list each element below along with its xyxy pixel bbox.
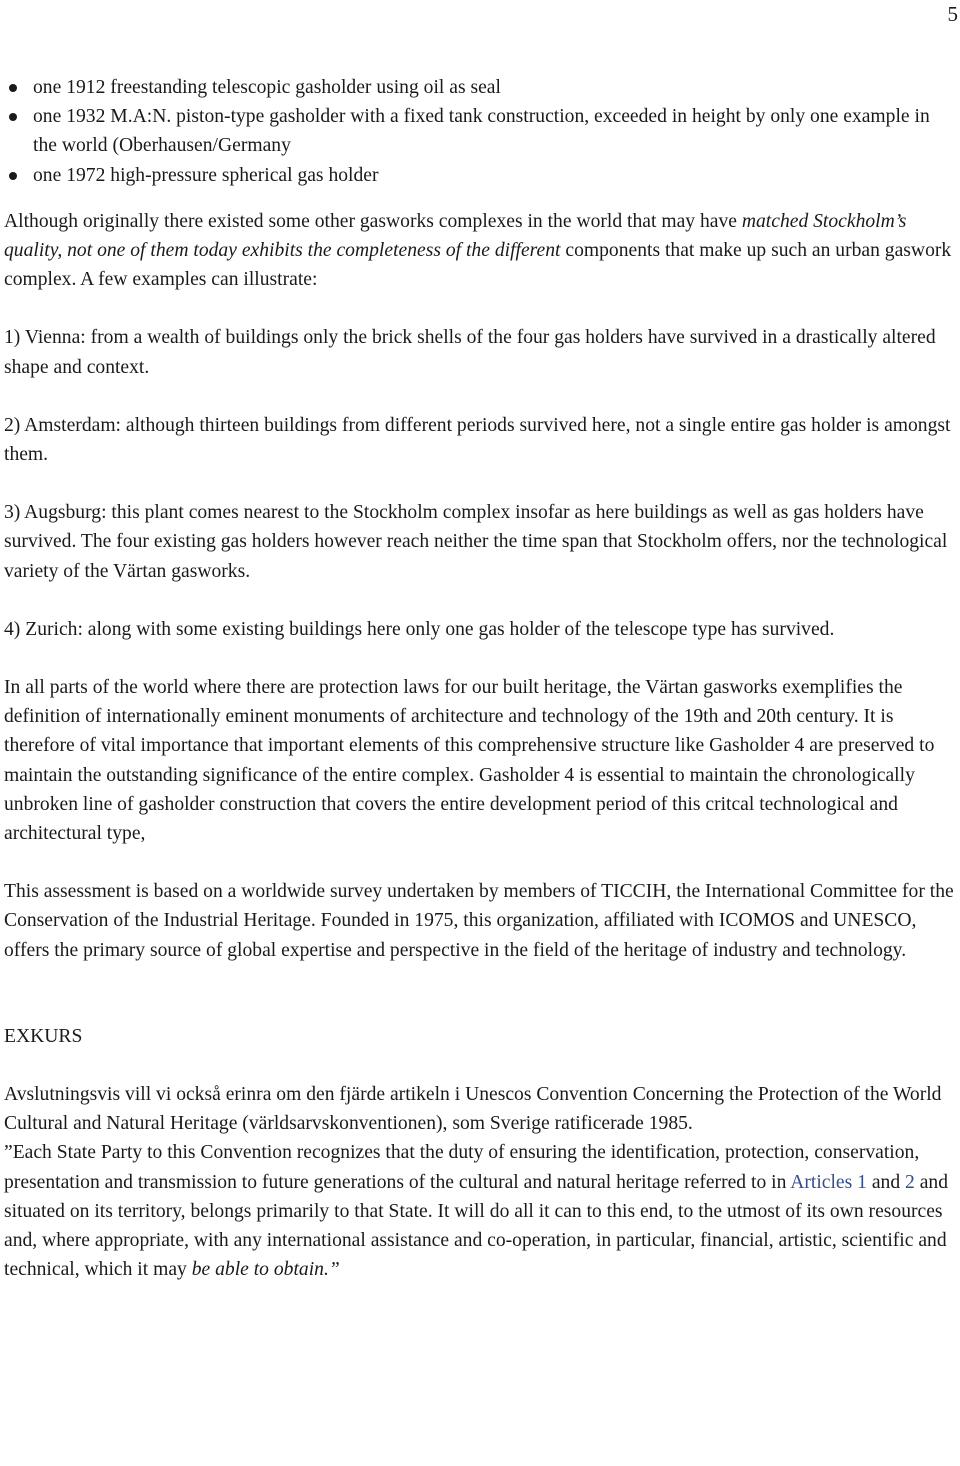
exkurs-heading: EXKURS — [4, 1025, 83, 1047]
list-item — [4, 102, 954, 160]
swedish-paragraph: Avslutningsvis vill vi också erinra om den fjärde artikeln i Unescos Convention Concerning the Protection of the World Cultural and Natural Heritage (världsarvskonventionen), som Sverige ratificerade 1985. — [4, 1084, 942, 1135]
list-item-text: one 1972 high-pressure spherical gas holder — [33, 164, 379, 186]
heritage-paragraph: In all parts of the world where there are protection laws for our built heritage, the Värtan gasworks exemplifies the definition of internationally eminent monuments of architecture and technology of the 19th and 20th century. It is therefore of vital importance that important elements of this comprehensive structure like Gasholder 4 are preserved to maintain the outstanding significance of the entire complex. Gasholder 4 is essential to maintain the chronologically unbroken line of gasholder construction that covers the entire development period of this critcal technological and architectural type, — [4, 677, 935, 845]
intro-text-end: components that make up such an urban gaswork complex. A few examples can illustrate: — [4, 240, 952, 291]
list-item-text: one 1932 M.A:N. piston-type gasholder with a fixed tank construction, exceeded in height by only one example in the world (Oberhausen/Germany — [33, 106, 930, 157]
intro-text: Although originally there existed some other gasworks complexes in the world that may have — [4, 210, 742, 232]
assessment-paragraph: This assessment is based on a worldwide survey undertaken by members of TICCIH, the International Committee for the Conservation of the Industrial Heritage. Founded in 1975, this organization, affiliated with ICOMOS and UNESCO, offers the primary source of global expertise and perspective in the field of the heritage of industry and technology. — [4, 881, 954, 961]
list-item-text: one 1912 freestanding telescopic gasholder using oil as seal — [33, 77, 501, 98]
bullet-icon — [9, 172, 17, 180]
bullet-icon — [9, 113, 17, 121]
bullet-icon — [9, 84, 17, 92]
article-2-link[interactable]: 2 — [905, 1171, 915, 1193]
convention-quote — [4, 1138, 954, 1284]
example-amsterdam: 2) Amsterdam: although thirteen buildings from different periods survived here, not a single entire gas holder is amongst them. — [4, 414, 951, 466]
quote-and: and — [866, 1171, 906, 1193]
quote-text: ”Each State Party to this Convention recognizes that the duty of ensuring the identification, protection, conservation, presentation and transmission to future generations of the cultural and natural heritage referred to in — [4, 1142, 920, 1193]
example-augsburg: 3) Augsburg: this plant comes nearest to the Stockholm complex insofar as here buildings as well as gas holders have survived. The four existing gas holders however reach neither the time span that Stockholm offers, nor the technological variety of the Värtan gasworks. — [4, 502, 948, 582]
quote-text-continued: and situated on its territory, belongs primarily to that State. It will do all it can to this end, to the utmost of its own resources and, where appropriate, with any international assistance and co-operation, in particular, financial, artistic, scientific and technical, which it may — [4, 1171, 949, 1281]
articles-1-link[interactable]: Articles 1 — [790, 1171, 867, 1193]
example-zurich: 4) Zurich: along with some existing buildings here only one gas holder of the telescope type has survived. — [4, 618, 835, 640]
list-item — [4, 161, 954, 190]
list-item — [4, 73, 954, 102]
quote-italic-end: be able to obtain.” — [191, 1259, 340, 1281]
intro-italic-text: matched Stockholm’s quality, not one of them today exhibits the completeness of the different — [4, 210, 907, 262]
page-number: 5 — [947, 2, 958, 26]
intro-paragraph — [4, 207, 954, 295]
example-vienna: 1) Vienna: from a wealth of buildings only the brick shells of the four gas holders have survived in a drastically altered shape and context. — [4, 327, 936, 378]
document-body — [4, 73, 954, 1285]
gasholder-list — [4, 73, 954, 190]
